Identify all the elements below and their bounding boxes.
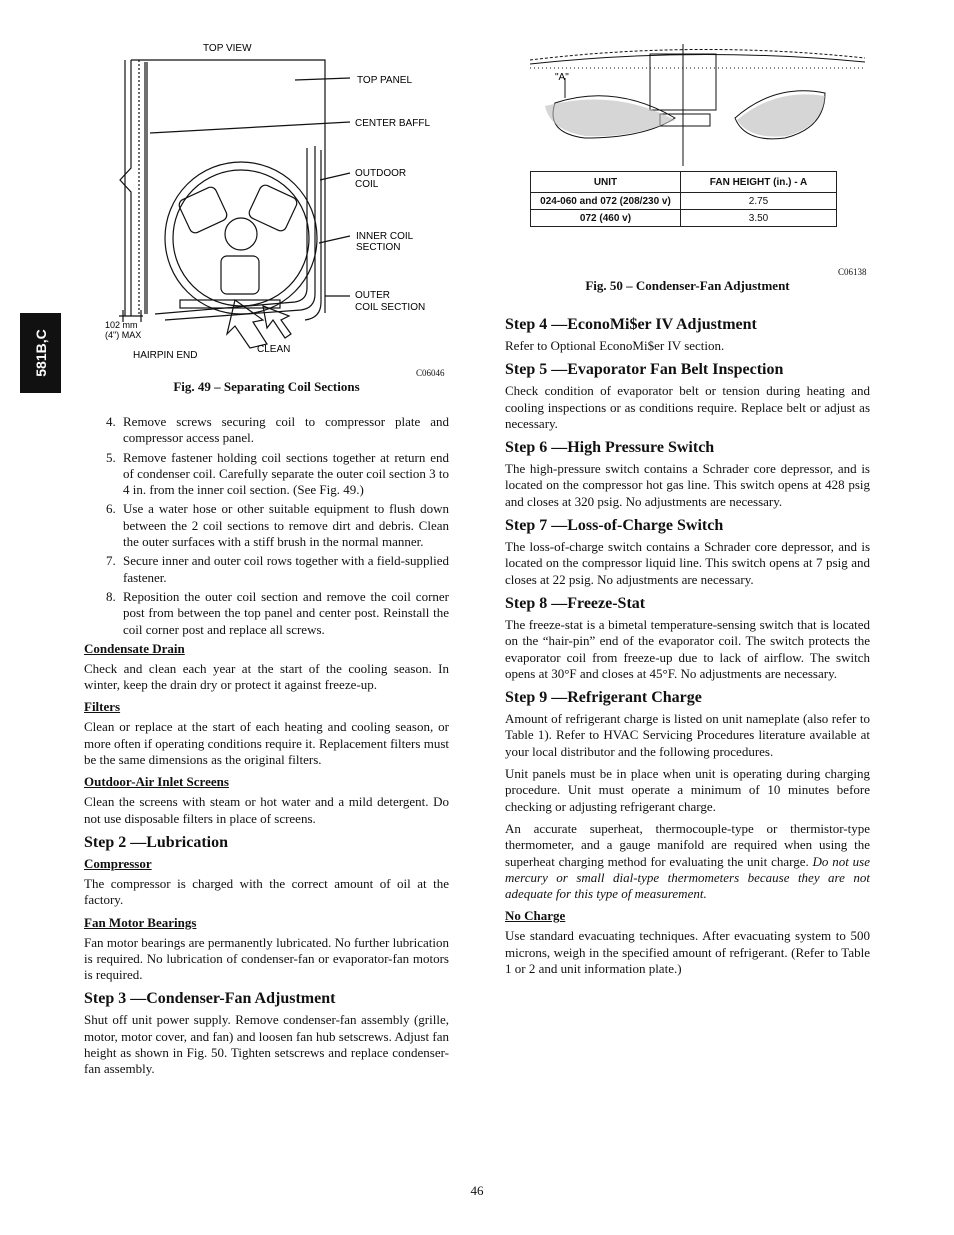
- step7-text: The loss-of-charge switch contains a Schrader core depressor, and is located on the compressor liquid line. This switch opens at 7 psig and closes at 22 psig. No adjustments are necessary.: [505, 539, 870, 587]
- fig49-label-inner-section: SECTION: [356, 242, 401, 253]
- left-column: [84, 414, 449, 1084]
- fan-table-cell: 3.50: [681, 210, 837, 227]
- fig49-label-inner-coil: INNER COIL: [356, 231, 414, 242]
- fig49-label-outdoor: OUTDOOR: [355, 168, 407, 179]
- side-tab: [20, 313, 61, 393]
- fig49-label-max-mm: 102 mm: [105, 320, 138, 330]
- compressor-heading: Compressor: [84, 855, 152, 871]
- compressor-text: The compressor is charged with the correct amount of oil at the factory.: [84, 875, 449, 908]
- fig49-label-outer-section: COIL SECTION: [355, 302, 426, 313]
- list-item: [84, 450, 449, 499]
- condensate-drain-text: Check and clean each year at the start of the cooling season. In winter, keep the drain dry or protect it against freeze-up.: [84, 660, 449, 693]
- step9-para2: Unit panels must be in place when unit is operating during charging procedure. Unit must operate a minimum of 10 minutes before checking or adjusting refrigerant charge.: [505, 766, 870, 814]
- list-item: [84, 501, 449, 550]
- step3-heading: Step 3 —Condenser-Fan Adjustment: [84, 990, 336, 1008]
- fig49-code: C06046: [416, 368, 445, 378]
- fan-table-header-height: FAN HEIGHT (in.) - A: [681, 172, 837, 193]
- fig49-label-top-panel: TOP PANEL: [357, 75, 413, 86]
- filters-heading: Filters: [84, 699, 121, 715]
- step9-para3-warning: Do not use mercury or small dial-type thermometers because they are not adequate for this type of measurement.: [505, 853, 870, 902]
- side-tab-label: 581B,C: [32, 329, 49, 377]
- table-row: [531, 210, 837, 227]
- list-item-text: Reposition the outer coil section and remove the coil corner post from between the top panel and center post. Reinstall the coil corner post and replace all screws.: [123, 588, 449, 637]
- fan-table-header-unit: UNIT: [531, 172, 681, 193]
- fig49-diagram: [95, 38, 455, 363]
- coil-cleaning-steps: [84, 414, 449, 638]
- fig50-code: C06138: [838, 267, 867, 277]
- list-item-text: Remove screws securing coil to compressor plate and compressor access panel.: [123, 414, 449, 446]
- list-item-text: Remove fastener holding coil sections together at return end of condenser coil. Carefully separate the outer coil section 3 to 4 in. from the inner coil section. (See Fig. 49.): [123, 449, 449, 498]
- screens-heading: Outdoor-Air Inlet Screens: [84, 774, 229, 790]
- screens-text: Clean the screens with steam or hot water and a mild detergent. Do not use disposable filters in place of screens.: [84, 794, 449, 826]
- step4-text: Refer to Optional EconoMi$er IV section.: [505, 338, 725, 353]
- step8-heading: Step 8 —Freeze-Stat: [505, 594, 646, 612]
- step6-text: The high-pressure switch contains a Schrader core depressor, and is located on the compressor hot gas line. This switch opens at 428 psig and closes at 320 psig. No adjustments are necessary.: [505, 461, 870, 509]
- list-item: [84, 589, 449, 638]
- no-charge-heading: No Charge: [505, 908, 566, 924]
- fan-height-table-wrap: [530, 171, 837, 227]
- list-item-number: 5.: [106, 449, 116, 465]
- step9-para3: [505, 821, 870, 902]
- step5-heading: Step 5 —Evaporator Fan Belt Inspection: [505, 361, 784, 379]
- fan-height-table: [530, 171, 837, 227]
- filters-text: Clean or replace at the start of each heating and cooling season, or more often if operating conditions require it. Replacement filters must be the same dimensions as the original filters.: [84, 719, 449, 768]
- step8-text: The freeze-stat is a bimetal temperature-sensing switch that is located on the “hair-pin” end of the evaporator coil. The switch protects the evaporator coil from freeze-up due to lack of airflow. The switch opens at 30°F and closes at 45°F. No adjustments are necessary.: [505, 616, 870, 681]
- list-item-text: Secure inner and outer coil rows together with a field-supplied fastener.: [123, 553, 449, 585]
- step4-heading: Step 4 —EconoMi$er IV Adjustment: [505, 316, 757, 333]
- fig49-label-max-in: (4") MAX: [105, 330, 142, 340]
- step6-heading: Step 6 —High Pressure Switch: [505, 439, 715, 457]
- fig50-diagram: [525, 38, 870, 168]
- bearings-text: Fan motor bearings are permanently lubricated. No further lubrication is required. No lubrication of condenser-fan or evaporator-fan motors is required.: [84, 934, 449, 983]
- fig49-caption: Fig. 49 – Separating Coil Sections: [173, 379, 360, 394]
- table-row: [531, 193, 837, 210]
- fig49-label-clean: CLEAN: [257, 344, 291, 355]
- list-item: [84, 414, 449, 447]
- list-item-number: 4.: [106, 414, 116, 429]
- step9-heading: Step 9 —Refrigerant Charge: [505, 689, 702, 707]
- condensate-drain-heading: Condensate Drain: [84, 640, 185, 656]
- list-item-number: 6.: [106, 501, 116, 517]
- fig49-label-coil: COIL: [355, 179, 379, 190]
- bearings-heading: Fan Motor Bearings: [84, 914, 197, 930]
- step3-text: Shut off unit power supply. Remove condenser-fan assembly (grille, motor, motor cover, and fan) and loosen fan hub setscrews. Adjust fan height as shown in Fig. 50. Tighten setscrews and replace condenser-fan assembly.: [84, 1012, 449, 1077]
- fig50-label-a: "A": [555, 72, 569, 83]
- list-item-number: 7.: [106, 553, 116, 569]
- page-number: 46: [470, 1183, 484, 1198]
- fan-table-cell: 024-060 and 072 (208/230 v): [531, 193, 681, 210]
- fan-table-header-row: [531, 172, 837, 193]
- fan-table-cell: 072 (460 v): [531, 210, 681, 227]
- step5-text: Check condition of evaporator belt or tension during heating and cooling inspections or as conditions require. Replace belt or adjust as necessary.: [505, 383, 870, 431]
- right-column: [505, 315, 870, 983]
- fig50-caption: Fig. 50 – Condenser-Fan Adjustment: [585, 278, 790, 293]
- fig49-label-center-baffle: CENTER BAFFL: [355, 118, 431, 129]
- list-item-text: Use a water hose or other suitable equipment to flush down between the 2 coil sections to remove dirt and debris. Clean the outer surfaces with a stiff brush in the normal manner.: [123, 501, 449, 550]
- no-charge-text: Use standard evacuating techniques. After evacuating system to 500 microns, weigh in the specified amount of refrigerant. (Refer to Table 1 or 2 and unit information plate.): [505, 928, 870, 977]
- fig49-label-top-view: TOP VIEW: [203, 43, 252, 54]
- step7-heading: Step 7 —Loss-of-Charge Switch: [505, 517, 724, 535]
- fan-table-cell: 2.75: [681, 193, 837, 210]
- step2-heading: Step 2 —Lubrication: [84, 833, 229, 851]
- fig49-label-outer: OUTER: [355, 290, 390, 301]
- fig49-label-hairpin: HAIRPIN END: [133, 350, 198, 361]
- list-item: [84, 553, 449, 586]
- step9-para3-text: An accurate superheat, thermocouple-type or thermistor-type thermometer, and a gauge manifold are required when using the superheat charging method for evaluating the unit charge.: [505, 820, 870, 869]
- step9-para1: Amount of refrigerant charge is listed on unit nameplate (also refer to Table 1). Refer to HVAC Servicing Procedures literature available at your local distributor and the following procedures.: [505, 711, 870, 759]
- list-item-number: 8.: [106, 588, 116, 604]
